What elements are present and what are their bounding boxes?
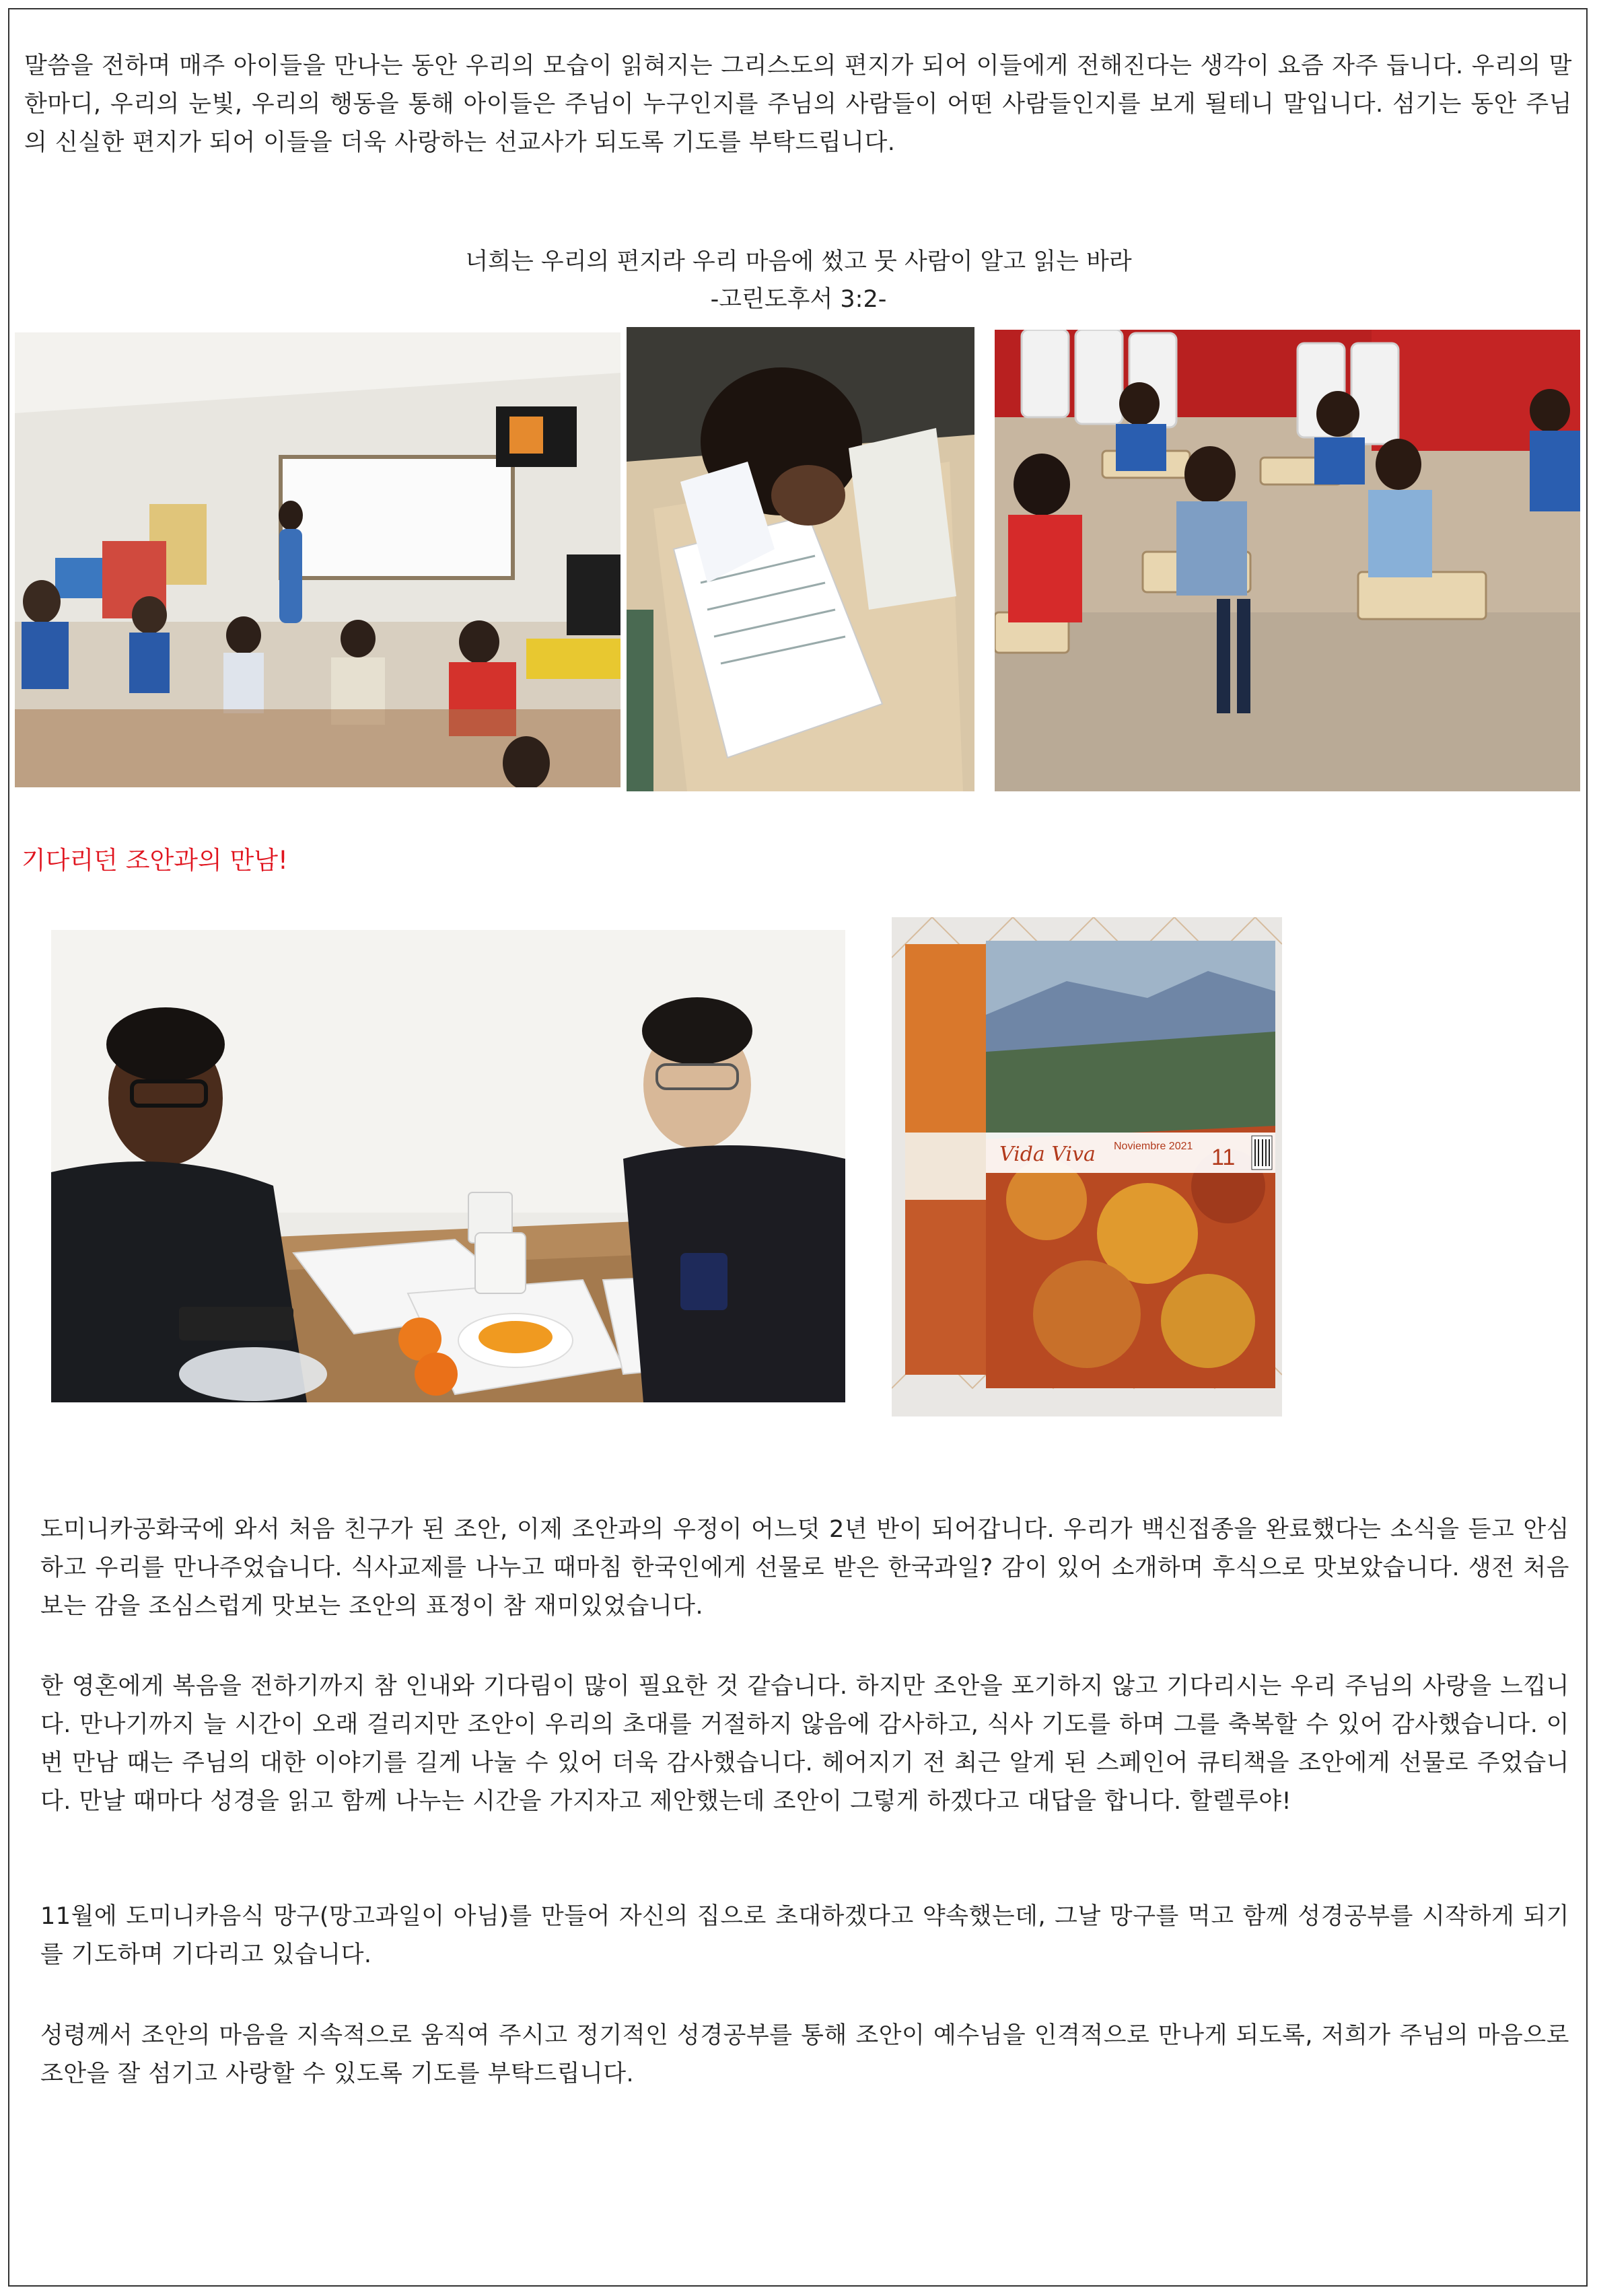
verse-reference: -고린도후서 3:2- bbox=[710, 286, 887, 313]
magazine-brand: Vida Viva bbox=[999, 1143, 1096, 1166]
intro-paragraph: 말씀을 전하며 매주 아이들을 만나는 동안 우리의 모습이 읽혀지는 그리스도의 편지가 되어 이들에게 전해진다는 생각이 요즘 자주 듭니다. 우리의 말 한마디, 우리의 눈빛, 우리의 행동을 통해 아이들은 주님이 누구인지를 주님의 사람들이 어떤 사람들인지를 보게 될테니 말입니다. 섬기는 동안 주님의 신실한 편지가 되어 이들을 더욱 사랑하는 선교사가 되도록 기도를 부탁드립니다. bbox=[24, 52, 1572, 156]
story-paragraph-3: 11월에 도미니카음식 망구(망고과일이 아님)를 만들어 자신의 집으로 초대하겠다고 약속했는데, 그날 망구를 먹고 함께 성경공부를 시작하게 되기를 기도하며 기다리고 있습니다. bbox=[40, 1903, 1569, 1968]
bible-verse: 너희는 우리의 편지라 우리 마음에 썼고 뭇 사람이 알고 읽는 바라 bbox=[465, 248, 1132, 275]
magazine-month: Noviembre 2021 bbox=[1114, 1141, 1193, 1152]
section-heading: 기다리던 조안과의 만남! bbox=[22, 846, 288, 875]
students-desks-photo bbox=[995, 330, 1580, 791]
story-paragraph-4: 성령께서 조안의 마음을 지속적으로 움직여 주시고 정기적인 성경공부를 통해 조안이 예수님을 인격적으로 만나게 되도록, 저희가 주님의 마음으로 조안을 잘 섬기고 사랑할 수 있도록 기도를 부탁드립니다. bbox=[40, 2022, 1569, 2087]
girl-writing-photo bbox=[627, 327, 974, 791]
magazine-gift-photo bbox=[892, 917, 1282, 1416]
magazine-number: 11 bbox=[1211, 1145, 1236, 1170]
story-paragraph-2: 한 영혼에게 복음을 전하기까지 참 인내와 기다림이 많이 필요한 것 같습니다. 하지만 조안을 포기하지 않고 기다리시는 우리 주님의 사랑을 느낍니다. 만나기까지 늘 시간이 오래 걸리지만 조안이 우리의 초대를 거절하지 않음에 감사하고, 식사 기도를 하며 그를 축복할 수 있어 감사했습니다. 이번 만남 때는 주님의 대한 이야기를 길게 나눌 수 있어 더욱 감사했습니다. 헤어지기 전 최근 알게 된 스페인어 큐티책을 조안에게 선물로 주었습니다. 만날 때마다 성경을 읽고 함께 나누는 시간을 가지자고 제안했는데 조안이 그렇게 하겠다고 대답을 합니다. 할렐루야! bbox=[40, 1673, 1569, 1815]
classroom-photo bbox=[15, 332, 620, 787]
meeting-joan-photo bbox=[51, 930, 845, 1402]
story-paragraph-1: 도미니카공화국에 와서 처음 친구가 된 조안, 이제 조안과의 우정이 어느덧 2년 반이 되어갑니다. 우리가 백신접종을 완료했다는 소식을 듣고 안심하고 우리를 만나주었습니다. 식사교제를 나누고 때마침 한국인에게 선물로 받은 한국과일? 감이 있어 소개하며 후식으로 맛보았습니다. 생전 처음보는 감을 조심스럽게 맛보는 조안의 표정이 참 재미있었습니다. bbox=[40, 1516, 1569, 1620]
